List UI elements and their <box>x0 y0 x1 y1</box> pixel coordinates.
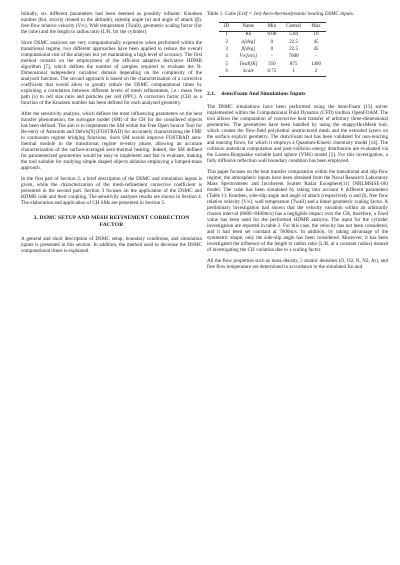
table-cell: 22.5 <box>289 39 299 45</box>
table-row <box>219 46 326 53</box>
table-cell: 1 <box>225 32 228 38</box>
body-paragraph: After the sensitivity analysis, which defines the most influencing parameters on the heat transfer phenomenon, the surrogate model (SM) of the CH for the considered objects has been defined. The aim is to implement the SM within the Free Open Source Tool for Re-entry of Asteroids and Debris[9] (FOSTRAD) for accurately characterizing the FMF to continuum regime bridging functions. Such SM would improve FOSTRAD aero-thermal module in the transitional regime re-entry phase, allowing an accurate characterization of the surface-averaged aero-thermal heating. Indeed, the SM defined for parameterized geometries would be easy to implement and fast to evaluate, making the tool suitable for studying simple shaped objects ablation employing a lumped-mass approach. <box>21 111 202 171</box>
table-cell: - <box>271 54 273 60</box>
table-header-cell: ID <box>219 23 234 31</box>
table-cell: α[deg] <box>241 39 256 45</box>
table-cell: 1400 <box>311 61 321 67</box>
table-cell: 3 <box>225 46 228 52</box>
table-cell: 22.5 <box>289 46 299 52</box>
table-cell: 2 <box>306 69 326 77</box>
table-cell: Twall[K] <box>239 61 258 67</box>
table-header-row <box>219 23 326 31</box>
body-paragraph: Since DSMC analyses are very computationally expensive when performed within the transitional regime, two different approaches have been applied to reduce the overall computational cost of the analyses but yet maintaining a high level of accuracy. The first method consists on the employment of the efficient adaptive derivative HDMR algorithm [7], which defines the number of samples required to evaluate the N-Dimensional independent variables' domain depending on the complexity of the analyzed function. The second approach is based on the characterization of a corrective coefficient that would allow to greatly reduce the DSMC computational times by exploiting a correlation between different levels of mesh refinements, i.e.: mean free path (λ) to cell size ratio and particles per cell (PPC). A correction factor (CH) as a function of the Knudsen number has been defined for each analyzed geometry. <box>21 40 202 106</box>
subsection-title: dsmcFoam And Simulations Inputs <box>221 90 306 97</box>
body-paragraph: This paper focuses on the heat transfer computation within the transitional and slip-flow regime; the atmospheric inputs have been obtained from the Naval Research Laboratory Mass Spectrometer and Incoherent Scatter Radar Exosphere[11] (NRLMSISE-00) model. The cube has been simulated by taking into account 6 different parameters (Table 1): Knudsen, side-slip angle and angle of attack (respectively α and β), free flow relative velocity (V∞), wall temperature (Twall) and a linear geometric scaling factor. A preliminary investigation had shown that the velocity variation within an arbitrarily chosen interval (6800÷8400m/s) has a negligible impact over the CH, therefore, a fixed value has been used for the performed HDMR analysis. The input for the cylinder investigation are reported in table 2. For this case, the velocity has not been considered, and it had been set constant at 7600m/s. In addition, by taking advantage of the symmetric shape, only the side-slip angle has been considered. Moreover, it has been investigated the influence of the length to radius ratio (L/R, at a constant radius) instead of investigating the CH variation due to a scaling factor. <box>207 168 388 253</box>
table-cell: 7600 <box>288 54 299 60</box>
table-cell: 875 <box>289 61 298 67</box>
table-cell: - <box>315 54 317 60</box>
table-cell: 0.08 <box>267 32 277 38</box>
table-row <box>219 39 326 46</box>
table-cell: 10 <box>313 32 319 38</box>
subsection-heading <box>207 91 388 98</box>
table-cell: V∞[m/s] <box>239 54 258 60</box>
table-row <box>219 31 326 39</box>
table-caption <box>207 11 388 17</box>
table-header-cell: Name <box>234 23 262 31</box>
table-caption-label: Table 1. <box>207 11 224 17</box>
body-paragraph: The DSMC simulations have been performed using the dsmcFoam [13] solver implemented within the Computational Fluid Dynamic (CFD) toolbox OpenFOAM. The tool allows the computation of convective heat transfer of arbitrary three-dimensional geometries. The geometries have been handled by using the snappyHexMesh tool, which creates the flow-field polyhedral unstructured mesh and the extruded layers on the surface explicit geometry. The dsmcFoam tool has been validated for non-reacting and reacting flows, for which it employs a Quantum-Kinetic chemistry model [14]. The collision statistical computation and post-collision energy distribution are evaluated via the Larsen-Borgnakke variable hard sphere (VHS) model [2]. For this investigation, a fully diffusive reflection wall boundary condition has been employed. <box>207 103 388 164</box>
table-cell: β[deg] <box>241 46 256 52</box>
body-paragraph: A general and short description of DSMC setup, boundary conditions, and simulation inputs is presented in this section. In addition, the method used to decrease the DSMC computational times is explained. <box>21 236 202 254</box>
table-caption-text: Cube (Lref = 1m) Aero-thermodynamic heating DSMC inputs. <box>223 11 355 17</box>
table-row <box>219 69 326 77</box>
table-cell: 45 <box>313 39 319 45</box>
table-cell: 4 <box>225 54 228 60</box>
table-cell: 6 <box>219 69 234 77</box>
table-cell: Kn <box>245 32 252 38</box>
left-column <box>21 11 202 259</box>
right-column <box>207 11 388 275</box>
subsection-number: 2.1. <box>207 90 216 97</box>
dsmc-inputs-table <box>219 22 326 77</box>
table-cell: 0.75 <box>263 69 282 77</box>
table-cell: 5 <box>225 61 228 67</box>
table-row <box>219 54 326 61</box>
table-cell: 350 <box>268 61 276 67</box>
body-paragraph: Initially, six different parameters had been deemed as possibly influent: Knudsen number (Kn, strictly related to the altitude), sideslip angle (α) and angle of attack (β), free-flow relative velocity (V∞), Wall temperature (Twall), geometric scaling factor (for the cube) and the length to radius ratio (L/R, for the cylinder). <box>21 11 202 35</box>
table-header-cell: Min <box>263 23 282 31</box>
table-cell: 2 <box>225 39 228 45</box>
table-header-cell: Max <box>306 23 326 31</box>
table-header-cell: Central <box>281 23 306 31</box>
section-heading: 2. DSMC SETUP AND MESH REFINEMENT CORRECTION FACTOR <box>33 215 190 228</box>
table-cell: 1 <box>281 69 306 77</box>
table-cell: Scale <box>234 69 262 77</box>
table-cell: 45 <box>313 46 319 52</box>
body-paragraph: In the first part of Section 2, a brief description of the DSMC and simulation inputs is given, while the characterization of the mesh-refinement corrective coefficient is presented in the second part. Section 3 focuses on the application of the DSMC and HDMR code and their coupling. The sensitivity analyses results are shown in Section 4. The elaboration and application of CH SMs are presented in Section 5. <box>21 176 202 206</box>
table-cell: 0 <box>270 39 274 45</box>
table-cell: 5.04 <box>289 32 299 38</box>
body-paragraph: All the flow properties such as mass density, 5 atomic densities (O, O2, N, N2, Ar), and free flow temperature are determined in accordance to the simulated Kn and <box>207 257 388 270</box>
table-cell: 0 <box>270 46 274 52</box>
table-row <box>219 61 326 68</box>
